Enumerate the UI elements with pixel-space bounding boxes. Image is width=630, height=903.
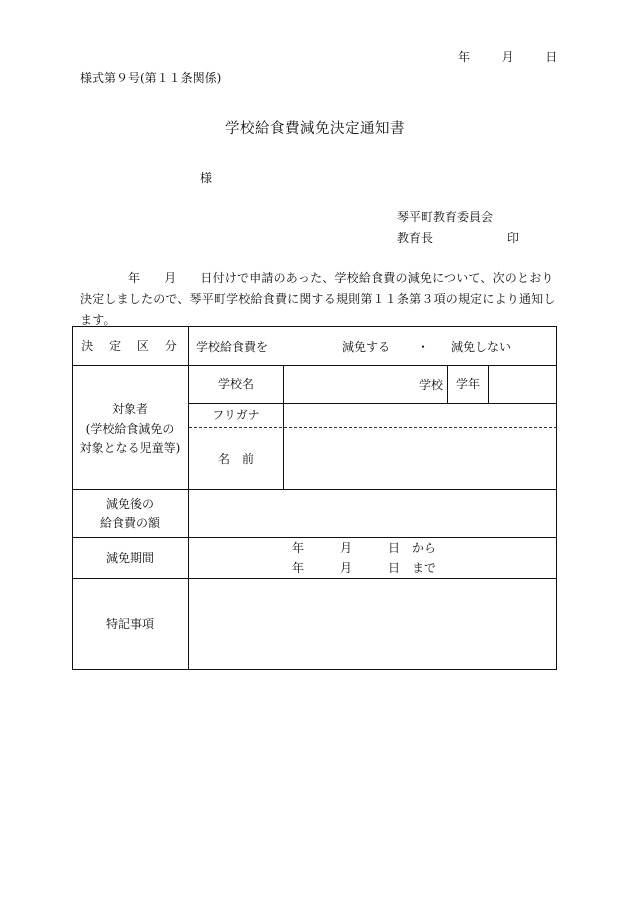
body-month: 月 [164, 271, 177, 285]
period-to-day: 日 [388, 561, 401, 575]
decision-no-option[interactable]: 減免しない [451, 340, 512, 354]
issuer-organization: 琴平町教育委員会 [397, 210, 494, 224]
furigana-label: フリガナ [212, 408, 260, 422]
period-from [292, 541, 436, 555]
decision-label: 決 定 区 分 [81, 339, 179, 353]
period-from-year: 年 [292, 541, 305, 555]
period-from-suffix: から [412, 541, 437, 555]
name-field[interactable] [284, 429, 556, 489]
period-to [292, 561, 436, 575]
school-suffix: 学校 [419, 378, 444, 392]
form-number: 様式第９号(第１１条関係) [80, 71, 222, 85]
body-year: 年 [128, 271, 141, 285]
subject-note-line1: (学校給食減免の [85, 422, 175, 436]
body-text: 日付けで申請のあった、学校給食費の減免について、次のとおり決定しましたので、琴平町学校給食費に関する規則第１１条第３項の規定により通知します。 [80, 271, 556, 327]
amount-field[interactable] [190, 490, 556, 537]
document-title: 学校給食費減免決定通知書 [225, 121, 405, 137]
amount-label-line1: 減免後の [105, 497, 154, 511]
grade-label: 学年 [455, 377, 480, 391]
row-divider [72, 537, 557, 538]
subject-label: 対象者 [111, 402, 148, 416]
issuer-title: 教育長 [397, 231, 434, 245]
period-from-day: 日 [388, 541, 401, 555]
period-to-year: 年 [292, 561, 305, 575]
recipient-suffix: 様 [200, 171, 213, 185]
period-from-month: 月 [340, 541, 353, 555]
period-to-suffix: まで [412, 561, 437, 575]
body-paragraph [80, 268, 560, 331]
date-line [458, 50, 557, 64]
subject-note-line2: 対象となる児童等) [79, 441, 181, 455]
period-label: 減免期間 [105, 551, 154, 565]
date-year: 年 [458, 50, 471, 64]
name-label: 名 前 [217, 452, 254, 466]
amount-label-line2: 給食費の額 [99, 516, 160, 530]
row-divider-dashed [189, 427, 557, 428]
school-name-field[interactable] [284, 366, 414, 403]
period-to-month: 月 [340, 561, 353, 575]
school-name-label: 学校名 [217, 377, 254, 391]
furigana-field[interactable] [284, 404, 556, 427]
date-month: 月 [501, 50, 514, 64]
seal-mark: 印 [507, 231, 520, 245]
date-day: 日 [545, 50, 558, 64]
decision-prefix: 学校給食費を [196, 340, 269, 354]
notes-label: 特記事項 [105, 617, 154, 631]
decision-yes-option[interactable]: 減免する [342, 340, 391, 354]
decision-separator: ・ [417, 340, 430, 354]
notes-field[interactable] [190, 579, 556, 669]
grade-field[interactable] [489, 366, 556, 403]
